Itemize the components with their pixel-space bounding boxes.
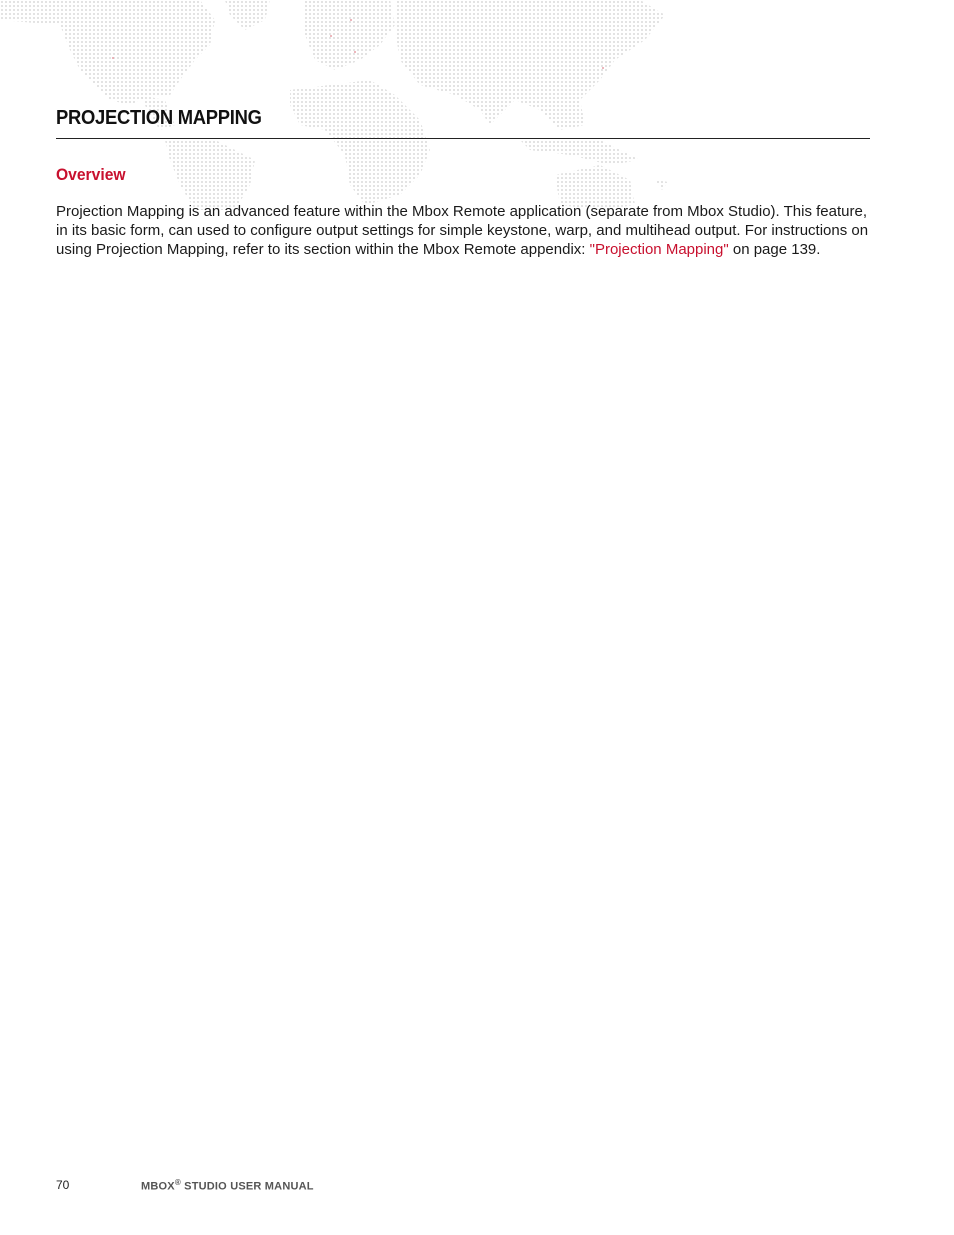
title-divider (56, 138, 870, 139)
footer-title-text: STUDIO USER MANUAL (180, 1180, 314, 1193)
page-number: 70 (56, 1178, 70, 1192)
page-title: PROJECTION MAPPING (56, 107, 262, 129)
footer-brand: MBOX (141, 1180, 175, 1193)
overview-paragraph (56, 202, 874, 259)
overview-text-before: Projection Mapping is an advanced feature within the Mbox Remote application (separate from Mbox Studio). This feature, in its basic form, can used to configure output settings for simple keystone, warp, and multihead output. For instructions on using Projection Mapping, refer to its section within the Mbox Remote appendix: (56, 203, 869, 258)
projection-mapping-link[interactable]: "Projection Mapping" (589, 241, 729, 258)
footer-manual-title (141, 1178, 314, 1193)
section-heading-overview: Overview (56, 165, 126, 184)
registered-mark: ® (174, 1178, 181, 1187)
overview-text-after: on page 139. (728, 241, 821, 258)
